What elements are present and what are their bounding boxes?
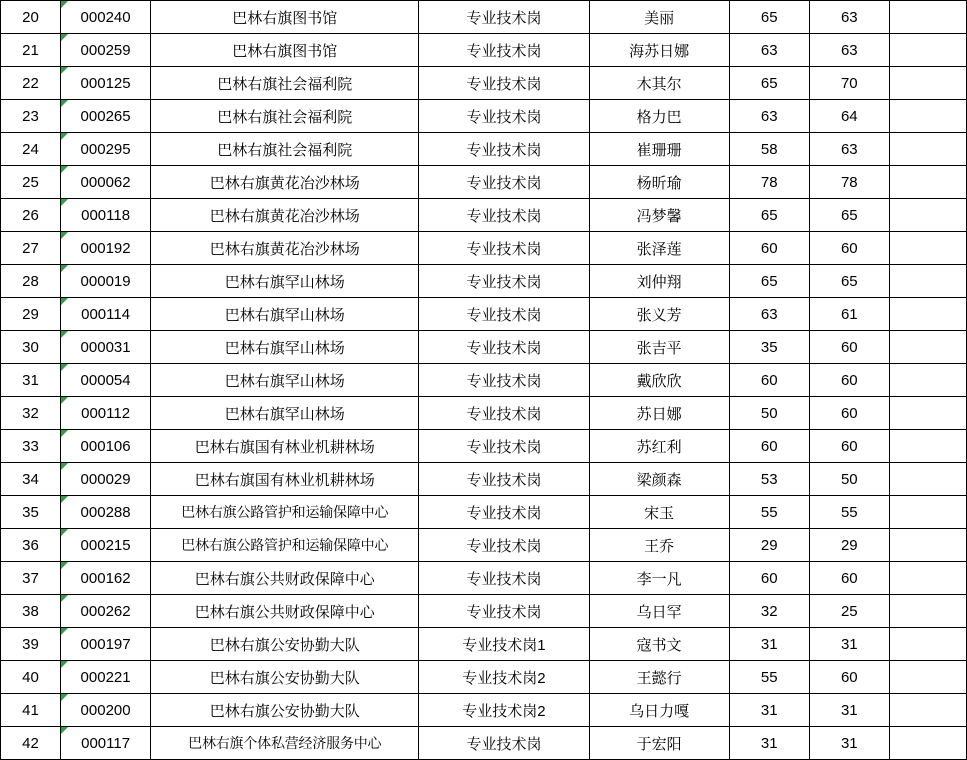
cell-extra[interactable] [889,199,966,232]
table-row [1,199,967,232]
cell-extra[interactable] [889,331,966,364]
cell-post-name[interactable]: 专业技术岗 [419,727,589,760]
cell-index[interactable]: 36 [1,529,61,562]
cell-person-name[interactable]: 宋玉 [589,496,729,529]
cell-unit-name[interactable]: 巴林右旗公安协勤大队 [151,694,419,727]
cell-score-2[interactable]: 78 [809,166,889,199]
cell-post-name[interactable]: 专业技术岗1 [419,628,589,661]
cell-admission-code[interactable] [61,628,151,661]
cell-admission-code[interactable] [61,166,151,199]
cell-person-name[interactable]: 海苏日娜 [589,34,729,67]
table-row [1,1,967,34]
comment-marker-icon [61,628,68,635]
cell-extra[interactable] [889,496,966,529]
table-row [1,496,967,529]
cell-person-name[interactable]: 李一凡 [589,562,729,595]
cell-extra[interactable] [889,727,966,760]
cell-index[interactable]: 32 [1,397,61,430]
cell-post-name[interactable]: 专业技术岗 [419,133,589,166]
cell-score-1[interactable]: 60 [729,364,809,397]
cell-post-name[interactable]: 专业技术岗 [419,1,589,34]
cell-score-2[interactable]: 50 [809,463,889,496]
cell-unit-name[interactable]: 巴林右旗黄花冶沙林场 [151,232,419,265]
cell-extra[interactable] [889,661,966,694]
cell-post-name[interactable]: 专业技术岗 [419,595,589,628]
cell-index[interactable]: 23 [1,100,61,133]
cell-admission-code[interactable] [61,265,151,298]
cell-text: 000162 [80,569,131,587]
cell-post-name[interactable]: 专业技术岗 [419,529,589,562]
cell-score-2[interactable]: 60 [809,232,889,265]
cell-score-1[interactable]: 55 [729,496,809,529]
cell-post-name[interactable]: 专业技术岗 [419,331,589,364]
cell-admission-code[interactable] [61,463,151,496]
comment-marker-icon [61,67,68,74]
cell-admission-code[interactable] [61,133,151,166]
cell-extra[interactable] [889,34,966,67]
comment-marker-icon [61,727,68,734]
cell-score-2[interactable]: 63 [809,133,889,166]
cell-index[interactable]: 30 [1,331,61,364]
cell-unit-name[interactable]: 巴林右旗图书馆 [151,1,419,34]
cell-admission-code[interactable] [61,529,151,562]
table-row [1,265,967,298]
comment-marker-icon [61,661,68,668]
cell-unit-name[interactable]: 巴林右旗个体私营经济服务中心 [151,727,419,760]
cell-index[interactable]: 34 [1,463,61,496]
cell-score-1[interactable]: 60 [729,430,809,463]
cell-score-1[interactable]: 50 [729,397,809,430]
cell-post-name[interactable]: 专业技术岗 [419,34,589,67]
cell-unit-name[interactable]: 巴林右旗公共财政保障中心 [151,595,419,628]
cell-index[interactable]: 27 [1,232,61,265]
cell-score-2[interactable]: 60 [809,331,889,364]
cell-text: 000054 [80,371,131,389]
cell-text: 000031 [80,338,131,356]
comment-marker-icon [61,694,68,701]
cell-person-name[interactable]: 王懿行 [589,661,729,694]
cell-unit-name[interactable]: 巴林右旗公安协勤大队 [151,628,419,661]
cell-text: 000259 [80,41,131,59]
cell-admission-code[interactable] [61,727,151,760]
table-row [1,364,967,397]
cell-extra[interactable] [889,463,966,496]
cell-score-2[interactable]: 65 [809,265,889,298]
cell-post-name[interactable]: 专业技术岗 [419,364,589,397]
cell-score-1[interactable]: 31 [729,694,809,727]
cell-text: 000265 [80,107,131,125]
cell-admission-code[interactable] [61,331,151,364]
cell-person-name[interactable]: 于宏阳 [589,727,729,760]
cell-unit-name[interactable]: 巴林右旗公共财政保障中心 [151,562,419,595]
cell-extra[interactable] [889,232,966,265]
cell-extra[interactable] [889,397,966,430]
comment-marker-icon [61,100,68,107]
cell-extra[interactable] [889,529,966,562]
cell-person-name[interactable]: 杨昕瑜 [589,166,729,199]
cell-extra[interactable] [889,562,966,595]
cell-unit-name[interactable]: 巴林右旗社会福利院 [151,67,419,100]
comment-marker-icon [61,133,68,140]
cell-index[interactable]: 22 [1,67,61,100]
cell-score-2[interactable]: 63 [809,34,889,67]
cell-score-1[interactable]: 65 [729,265,809,298]
cell-text: 000106 [80,437,131,455]
table-row [1,67,967,100]
cell-person-name[interactable]: 崔珊珊 [589,133,729,166]
cell-score-2[interactable]: 60 [809,397,889,430]
cell-text: 000114 [81,305,131,323]
table-row [1,34,967,67]
comment-marker-icon [61,34,68,41]
cell-person-name[interactable]: 寇书文 [589,628,729,661]
cell-admission-code[interactable] [61,562,151,595]
cell-post-name[interactable]: 专业技术岗 [419,232,589,265]
cell-admission-code[interactable] [61,694,151,727]
cell-extra[interactable] [889,133,966,166]
cell-score-1[interactable]: 60 [729,562,809,595]
cell-score-1[interactable]: 35 [729,331,809,364]
cell-post-name[interactable]: 专业技术岗2 [419,694,589,727]
cell-index[interactable]: 38 [1,595,61,628]
cell-extra[interactable] [889,1,966,34]
cell-unit-name[interactable]: 巴林右旗黄花冶沙林场 [151,199,419,232]
cell-index[interactable]: 33 [1,430,61,463]
cell-text: 000062 [80,173,131,191]
cell-score-2[interactable]: 31 [809,628,889,661]
cell-unit-name[interactable]: 巴林右旗社会福利院 [151,100,419,133]
cell-score-1[interactable]: 53 [729,463,809,496]
cell-score-1[interactable]: 58 [729,133,809,166]
cell-admission-code[interactable] [61,661,151,694]
cell-score-1[interactable]: 29 [729,529,809,562]
comment-marker-icon [61,1,68,8]
cell-admission-code[interactable] [61,595,151,628]
comment-marker-icon [61,298,68,305]
cell-text: 000295 [80,140,131,158]
cell-score-1[interactable]: 63 [729,298,809,331]
cell-unit-name[interactable]: 巴林右旗公安协勤大队 [151,661,419,694]
cell-extra[interactable] [889,595,966,628]
cell-index[interactable]: 24 [1,133,61,166]
cell-text: 000029 [80,470,131,488]
cell-unit-name[interactable]: 巴林右旗国有林业机耕林场 [151,463,419,496]
cell-person-name[interactable]: 张义芳 [589,298,729,331]
comment-marker-icon [61,364,68,371]
cell-admission-code[interactable] [61,1,151,34]
cell-score-1[interactable]: 63 [729,34,809,67]
cell-post-name[interactable]: 专业技术岗 [419,298,589,331]
cell-score-1[interactable]: 78 [729,166,809,199]
comment-marker-icon [61,166,68,173]
cell-text: 000200 [80,701,131,719]
cell-unit-name[interactable]: 巴林右旗罕山林场 [151,397,419,430]
cell-admission-code[interactable] [61,100,151,133]
cell-score-2[interactable]: 63 [809,1,889,34]
table-row [1,397,967,430]
cell-score-2[interactable]: 55 [809,496,889,529]
cell-person-name[interactable]: 格力巴 [589,100,729,133]
cell-score-2[interactable]: 31 [809,694,889,727]
cell-person-name[interactable]: 梁颜森 [589,463,729,496]
cell-person-name[interactable]: 张泽莲 [589,232,729,265]
cell-index[interactable]: 29 [1,298,61,331]
cell-extra[interactable] [889,166,966,199]
cell-score-2[interactable]: 31 [809,727,889,760]
table-row [1,100,967,133]
cell-index[interactable]: 20 [1,1,61,34]
cell-score-1[interactable]: 31 [729,628,809,661]
cell-score-2[interactable]: 60 [809,661,889,694]
table-row [1,232,967,265]
table-row [1,133,967,166]
cell-index[interactable]: 41 [1,694,61,727]
cell-post-name[interactable]: 专业技术岗 [419,100,589,133]
cell-index[interactable]: 37 [1,562,61,595]
comment-marker-icon [61,331,68,338]
comment-marker-icon [61,562,68,569]
cell-score-1[interactable]: 32 [729,595,809,628]
cell-text: 000288 [80,503,131,521]
cell-admission-code[interactable] [61,232,151,265]
cell-score-1[interactable]: 55 [729,661,809,694]
cell-text: 000197 [80,635,131,653]
cell-score-2[interactable]: 60 [809,364,889,397]
cell-person-name[interactable]: 乌日罕 [589,595,729,628]
cell-unit-name[interactable]: 巴林右旗公路管护和运输保障中心 [151,529,419,562]
cell-post-name[interactable]: 专业技术岗 [419,463,589,496]
cell-extra[interactable] [889,694,966,727]
cell-index[interactable]: 28 [1,265,61,298]
cell-index[interactable]: 26 [1,199,61,232]
cell-index[interactable]: 25 [1,166,61,199]
comment-marker-icon [61,397,68,404]
cell-unit-name[interactable]: 巴林右旗罕山林场 [151,265,419,298]
cell-score-2[interactable]: 70 [809,67,889,100]
cell-unit-name[interactable]: 巴林右旗黄花冶沙林场 [151,166,419,199]
cell-admission-code[interactable] [61,34,151,67]
cell-person-name[interactable]: 王乔 [589,529,729,562]
cell-score-1[interactable]: 60 [729,232,809,265]
table-row [1,463,967,496]
comment-marker-icon [61,232,68,239]
cell-person-name[interactable]: 刘仲翔 [589,265,729,298]
cell-score-2[interactable]: 60 [809,430,889,463]
cell-extra[interactable] [889,67,966,100]
table-row [1,430,967,463]
cell-post-name[interactable]: 专业技术岗 [419,496,589,529]
cell-post-name[interactable]: 专业技术岗 [419,67,589,100]
table-body [1,1,967,760]
cell-admission-code[interactable] [61,496,151,529]
table-row [1,166,967,199]
cell-extra[interactable] [889,265,966,298]
cell-extra[interactable] [889,298,966,331]
cell-score-2[interactable]: 61 [809,298,889,331]
cell-admission-code[interactable] [61,364,151,397]
comment-marker-icon [61,595,68,602]
cell-text: 000112 [81,404,131,422]
cell-admission-code[interactable] [61,430,151,463]
table-row [1,727,967,760]
cell-post-name[interactable]: 专业技术岗2 [419,661,589,694]
cell-text: 000192 [80,239,131,257]
table-row [1,661,967,694]
cell-score-2[interactable]: 25 [809,595,889,628]
cell-post-name[interactable]: 专业技术岗 [419,199,589,232]
cell-post-name[interactable]: 专业技术岗 [419,562,589,595]
cell-score-1[interactable]: 65 [729,199,809,232]
cell-score-2[interactable]: 29 [809,529,889,562]
comment-marker-icon [61,265,68,272]
cell-text: 000221 [80,668,131,686]
cell-index[interactable]: 35 [1,496,61,529]
comment-marker-icon [61,199,68,206]
cell-person-name[interactable]: 张吉平 [589,331,729,364]
cell-person-name[interactable]: 木其尔 [589,67,729,100]
cell-text: 000240 [80,8,131,26]
cell-score-1[interactable]: 65 [729,67,809,100]
cell-post-name[interactable]: 专业技术岗 [419,397,589,430]
cell-person-name[interactable]: 苏红利 [589,430,729,463]
cell-score-2[interactable]: 64 [809,100,889,133]
cell-extra[interactable] [889,628,966,661]
cell-admission-code[interactable] [61,397,151,430]
cell-unit-name[interactable]: 巴林右旗国有林业机耕林场 [151,430,419,463]
cell-unit-name[interactable]: 巴林右旗罕山林场 [151,331,419,364]
cell-index[interactable]: 40 [1,661,61,694]
cell-unit-name[interactable]: 巴林右旗社会福利院 [151,133,419,166]
table-row [1,529,967,562]
cell-extra[interactable] [889,430,966,463]
table-row [1,595,967,628]
cell-unit-name[interactable]: 巴林右旗公路管护和运输保障中心 [151,496,419,529]
cell-score-1[interactable]: 31 [729,727,809,760]
table-row [1,694,967,727]
cell-index[interactable]: 21 [1,34,61,67]
cell-text: 000117 [81,734,131,752]
table-row [1,331,967,364]
cell-person-name[interactable]: 美丽 [589,1,729,34]
cell-admission-code[interactable] [61,199,151,232]
cell-text: 000262 [80,602,131,620]
cell-person-name[interactable]: 冯梦馨 [589,199,729,232]
cell-admission-code[interactable] [61,298,151,331]
cell-score-2[interactable]: 60 [809,562,889,595]
cell-text: 000118 [81,206,131,224]
cell-text: 000125 [80,74,131,92]
table-row [1,628,967,661]
cell-extra[interactable] [889,364,966,397]
comment-marker-icon [61,529,68,536]
table-row [1,298,967,331]
cell-extra[interactable] [889,100,966,133]
cell-unit-name[interactable]: 巴林右旗图书馆 [151,34,419,67]
comment-marker-icon [61,430,68,437]
cell-unit-name[interactable]: 巴林右旗罕山林场 [151,298,419,331]
cell-score-2[interactable]: 65 [809,199,889,232]
cell-score-1[interactable]: 65 [729,1,809,34]
cell-post-name[interactable]: 专业技术岗 [419,166,589,199]
cell-person-name[interactable]: 苏日娜 [589,397,729,430]
cell-post-name[interactable]: 专业技术岗 [419,265,589,298]
comment-marker-icon [61,496,68,503]
comment-marker-icon [61,463,68,470]
cell-text: 000019 [80,272,131,290]
cell-unit-name[interactable]: 巴林右旗罕山林场 [151,364,419,397]
cell-score-1[interactable]: 63 [729,100,809,133]
cell-index[interactable]: 39 [1,628,61,661]
cell-person-name[interactable]: 戴欣欣 [589,364,729,397]
cell-person-name[interactable]: 乌日力嘎 [589,694,729,727]
cell-admission-code[interactable] [61,67,151,100]
table-row [1,562,967,595]
cell-index[interactable]: 42 [1,727,61,760]
cell-post-name[interactable]: 专业技术岗 [419,430,589,463]
cell-index[interactable]: 31 [1,364,61,397]
cell-text: 000215 [80,536,131,554]
